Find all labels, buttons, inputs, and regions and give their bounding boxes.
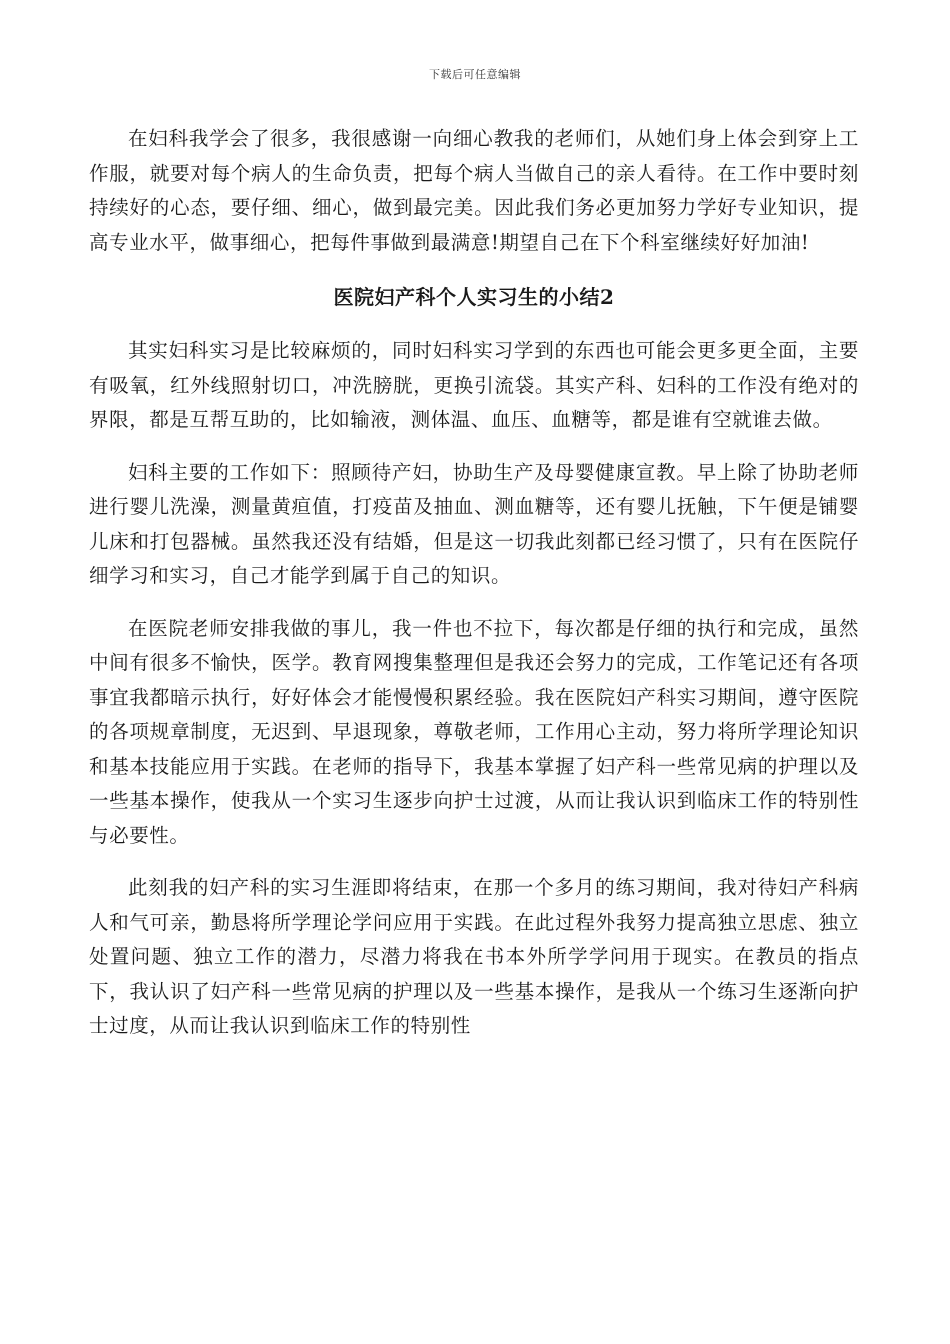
paragraph-3: 妇科主要的工作如下：照顾待产妇，协助生产及母婴健康宣教。早上除了协助老师进行婴儿洗澡，测量黄疸值，打疫苗及抽血、测血糖等，还有婴儿抚触，下午便是铺婴儿床和打包器械。虽然我还没有结婚，但是这一切我此刻都已经习惯了，只有在医院仔细学习和实习，自己才能学到属于自己的知识。 xyxy=(89,460,859,587)
paragraph-2: 其实妇科实习是比较麻烦的，同时妇科实习学到的东西也可能会更多更全面，主要有吸氧，红外线照射切口，冲洗膀胱，更换引流袋。其实产科、妇科的工作没有绝对的界限，都是互帮互助的，比如输液，测体温、血压、血糖等，都是谁有空就谁去做。 xyxy=(89,339,859,431)
page-header-note: 下载后可任意编辑 xyxy=(429,68,521,81)
document-body xyxy=(89,122,859,1044)
paragraph-5: 此刻我的妇产科的实习生涯即将结束，在那一个多月的练习期间，我对待妇产科病人和气可亲，勤恳将所学理论学问应用于实践。在此过程外我努力提高独立思虑、独立处置问题、独立工作的潜力，尽潜力将我在书本外所学学问用于现实。在教员的指点下，我认识了妇产科一些常见病的护理以及一些基本操作，是我从一个练习生逐渐向护士过度，从而让我认识到临床工作的特别性 xyxy=(89,876,859,1037)
section-title: 医院妇产科个人实习生的小结2 xyxy=(333,285,615,309)
paragraph-4: 在医院老师安排我做的事儿，我一件也不拉下，每次都是仔细的执行和完成，虽然中间有很多不愉快，医学。教育网搜集整理但是我还会努力的完成，工作笔记还有各项事宜我都暗示执行，好好体会才能慢慢积累经验。我在医院妇产科实习期间，遵守医院的各项规章制度，无迟到、早退现象，尊敬老师，工作用心主动，努力将所学理论知识和基本技能应用于实践。在老师的指导下，我基本掌握了妇产科一些常见病的护理以及一些基本操作，使我从一个实习生逐步向护士过渡，从而让我认识到临床工作的特别性与必要性。 xyxy=(89,616,859,847)
paragraph-1: 在妇科我学会了很多，我很感谢一向细心教我的老师们，从她们身上体会到穿上工作服，就要对每个病人的生命负责，把每个病人当做自己的亲人看待。在工作中要时刻持续好的心态，要仔细、细心，做到最完美。因此我们务必更加努力学好专业知识，提高专业水平，做事细心，把每件事做到最满意!期望自己在下个科室继续好好加油! xyxy=(89,127,859,254)
